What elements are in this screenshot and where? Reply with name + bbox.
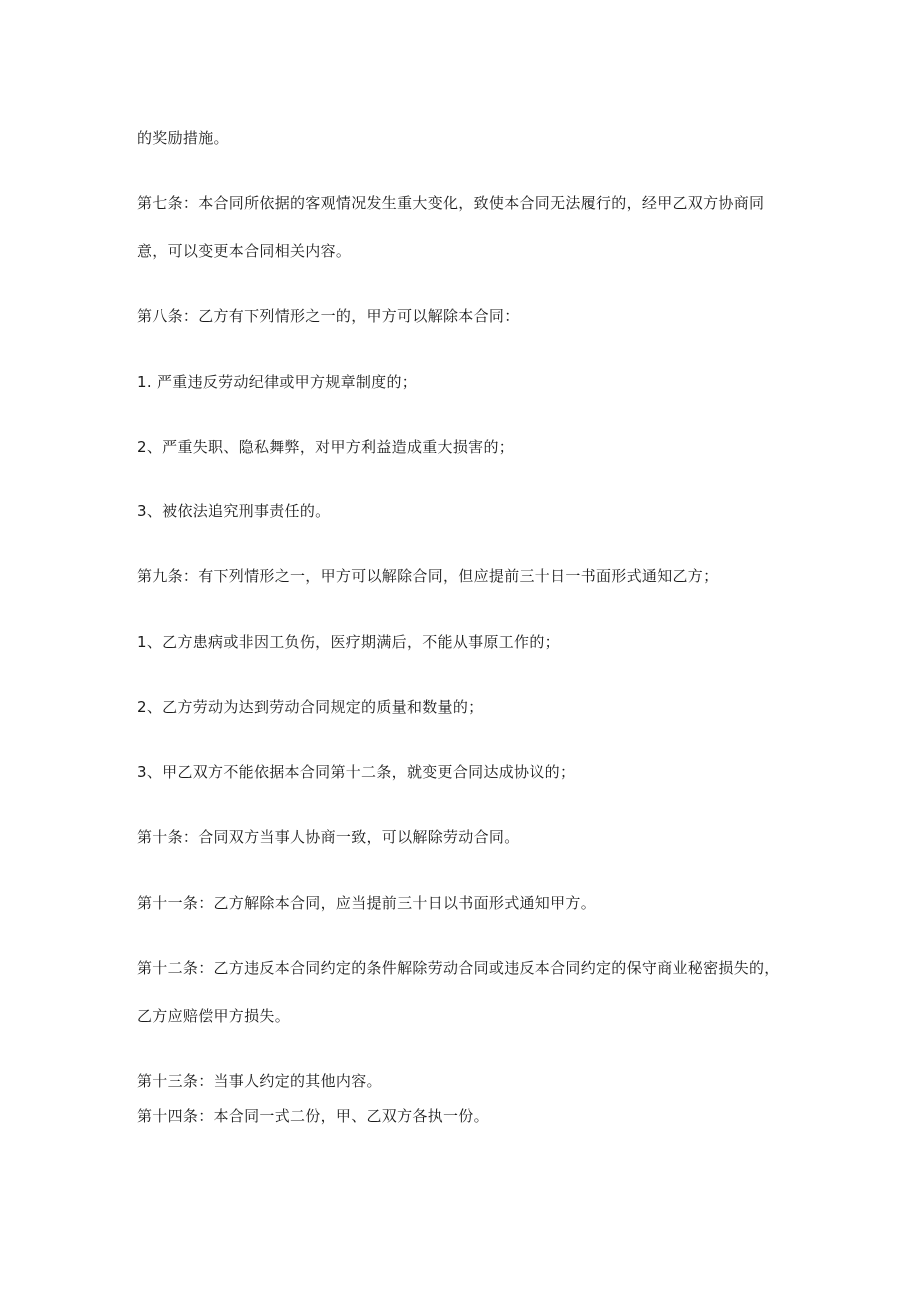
- article-12-line-1: 第十二条：乙方违反本合同约定的条件解除劳动合同或违反本合同约定的保守商业秘密损失的，: [137, 959, 780, 977]
- article-7-line-1: 第七条：本合同所依据的客观情况发生重大变化，致使本合同无法履行的，经甲乙双方协商同: [137, 194, 765, 212]
- article-12-line-2: 乙方应赔偿甲方损失。: [137, 1007, 291, 1025]
- article-9-item-3: 3、甲乙双方不能依据本合同第十二条，就变更合同达成协议的；: [137, 763, 576, 781]
- article-9-item-1: 1、乙方患病或非因工负伤，医疗期满后，不能从事原工作的；: [137, 633, 560, 651]
- text-line-reward-measures: 的奖励措施。: [137, 129, 229, 147]
- article-8-item-2: 2、严重失职、隐私舞弊，对甲方利益造成重大损害的；: [137, 438, 515, 456]
- article-8-item-1: 1. 严重违反劳动纪律或甲方规章制度的；: [137, 373, 418, 391]
- article-7-line-2: 意，可以变更本合同相关内容。: [137, 242, 352, 260]
- article-9-heading: 第九条：有下列情形之一，甲方可以解除合同，但应提前三十日一书面形式通知乙方；: [137, 567, 719, 585]
- article-8-heading: 第八条：乙方有下列情形之一的，甲方可以解除本合同：: [137, 307, 520, 325]
- article-9-item-2: 2、乙方劳动为达到劳动合同规定的质量和数量的；: [137, 698, 484, 716]
- article-8-item-3: 3、被依法追究刑事责任的。: [137, 502, 331, 520]
- article-14: 第十四条：本合同一式二份，甲、乙双方各执一份。: [137, 1107, 489, 1125]
- article-11: 第十一条：乙方解除本合同，应当提前三十日以书面形式通知甲方。: [137, 894, 597, 912]
- article-13: 第十三条：当事人约定的其他内容。: [137, 1072, 382, 1090]
- article-10: 第十条：合同双方当事人协商一致，可以解除劳动合同。: [137, 828, 520, 846]
